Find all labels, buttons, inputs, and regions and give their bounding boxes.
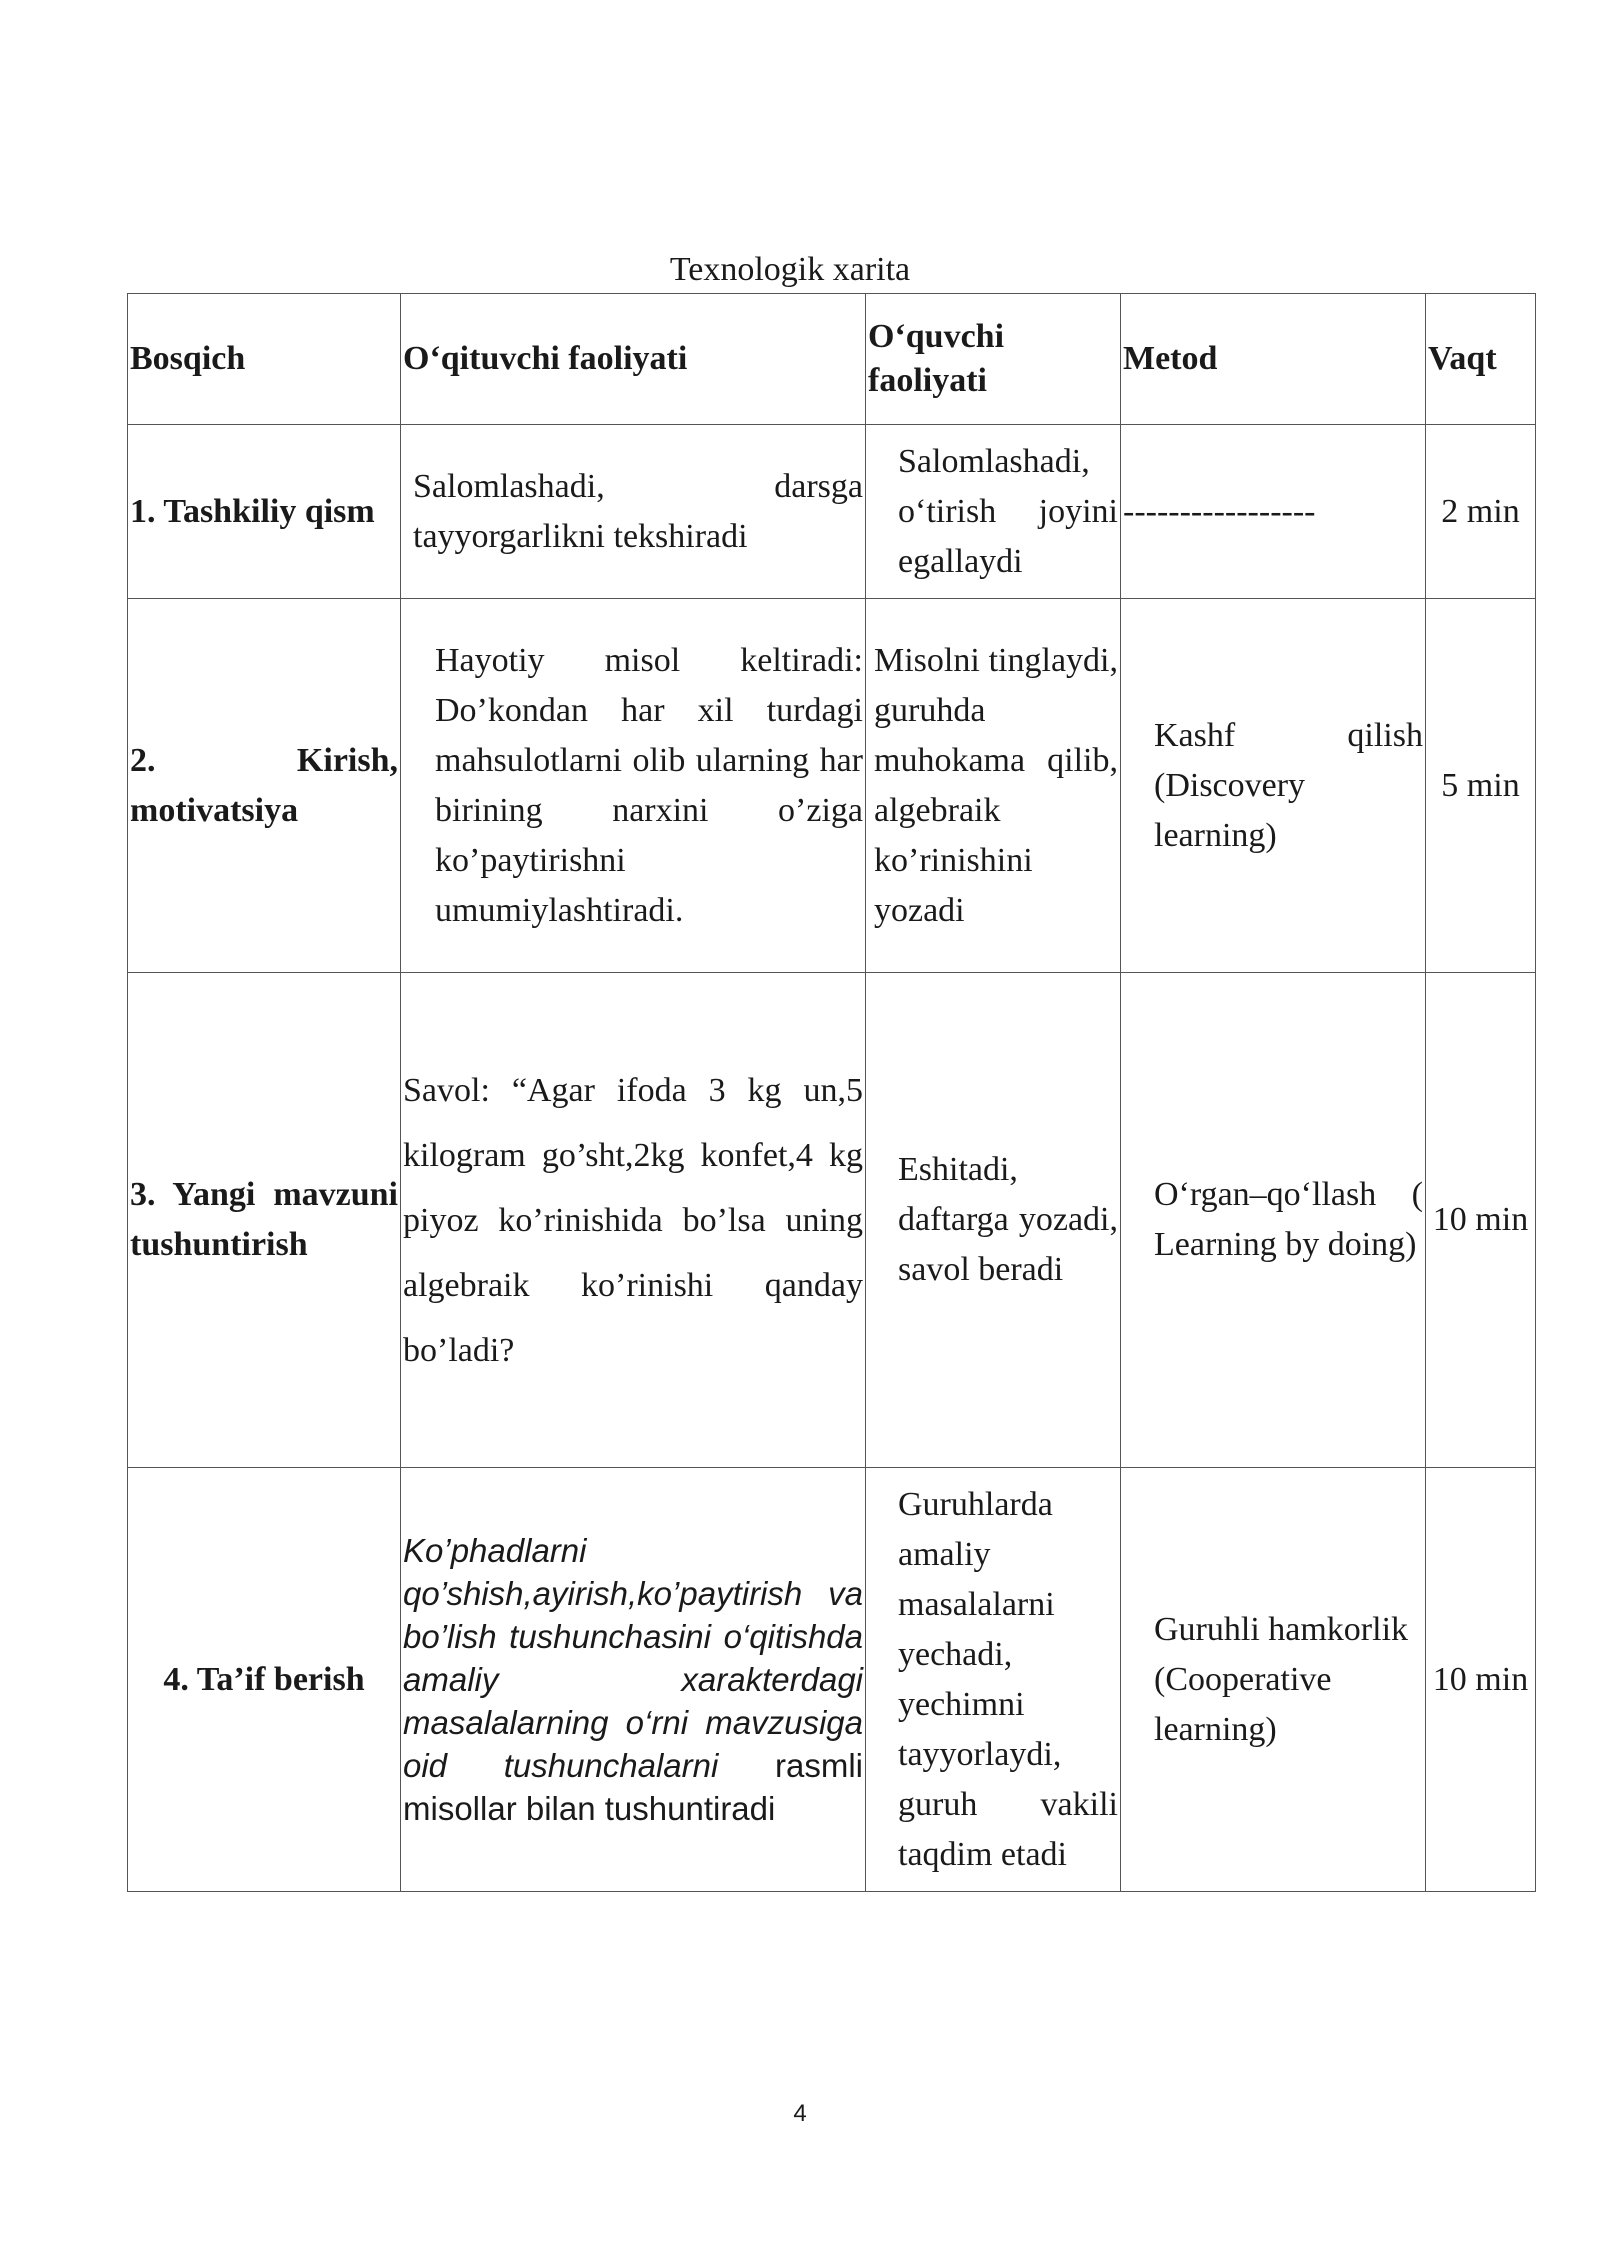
teacher-activity-italic-text: Ko’phadlarni qo’shish,ayirish,ko’paytirish va bo’lish tushunchasini o‘qitishda amaliy xarakterdagi masalalarning o‘rni mavzusiga oid tushunchalarni [403, 1532, 863, 1784]
stage-cell: 1. Tashkiliy qism [128, 425, 401, 599]
teacher-activity-cell: Savol: “Agar ifoda 3 kg un,5 kilogram go’sht,2kg konfet,4 kg piyoz ko’rinishida bo’lsa uning algebraik ko’rinishi qanday bo’ladi? [401, 973, 866, 1468]
stage-cell: 2. Kirish, motivatsiya [128, 599, 401, 973]
time-cell: 10 min [1426, 1468, 1536, 1892]
teacher-activity-plain-text: rasmli misollar bilan tushuntiradi [403, 1747, 863, 1827]
header-row [128, 294, 1536, 425]
time-cell: 5 min [1426, 599, 1536, 973]
table-row [128, 973, 1536, 1468]
header-teacher-activity: O‘qituvchi faoliyati [401, 294, 866, 425]
header-stage: Bosqich [128, 294, 401, 425]
page-number: 4 [793, 2100, 807, 2127]
table-row [128, 425, 1536, 599]
student-activity-cell: Guruhlarda amaliy masalalarni yechadi, yechimni tayyorlaydi, guruh vakili taqdim etadi [866, 1468, 1121, 1892]
header-method: Metod [1121, 294, 1426, 425]
student-activity-cell: Salomlashadi, o‘tirish joyini egallaydi [866, 425, 1121, 599]
teacher-activity-cell: Hayotiy misol keltiradi: Do’kondan har xil turdagi mahsulotlarni olib ularning har birining narxini o’ziga ko’paytirishni umumiylashtiradi. [401, 599, 866, 973]
method-cell: O‘rgan–qo‘llash ( Learning by doing) [1121, 973, 1426, 1468]
student-activity-cell: Eshitadi, daftarga yozadi, savol beradi [866, 973, 1121, 1468]
method-cell: ----------------- [1121, 425, 1426, 599]
table-row [128, 599, 1536, 973]
time-cell: 2 min [1426, 425, 1536, 599]
stage-cell: 4. Ta’if berish [128, 1468, 401, 1892]
header-student-activity: O‘quvchi faoliyati [866, 294, 1121, 425]
method-cell: Guruhli hamkorlik (Cooperative learning) [1121, 1468, 1426, 1892]
time-cell: 10 min [1426, 973, 1536, 1468]
header-time: Vaqt [1426, 294, 1536, 425]
table-row [128, 1468, 1536, 1892]
method-cell: Kashf qilish (Discovery learning) [1121, 599, 1426, 973]
page-title: Texnologik xarita [669, 251, 911, 288]
stage-cell: 3. Yangi mavzuni tushuntirish [128, 973, 401, 1468]
student-activity-cell: Misolni tinglaydi, guruhda muhokama qilib, algebraik ko’rinishini yozadi [866, 599, 1121, 973]
teacher-activity-cell: Salomlashadi, darsga tayyorgarlikni tekshiradi [401, 425, 866, 599]
teacher-activity-cell [401, 1468, 866, 1892]
technology-map-table [127, 293, 1536, 1892]
